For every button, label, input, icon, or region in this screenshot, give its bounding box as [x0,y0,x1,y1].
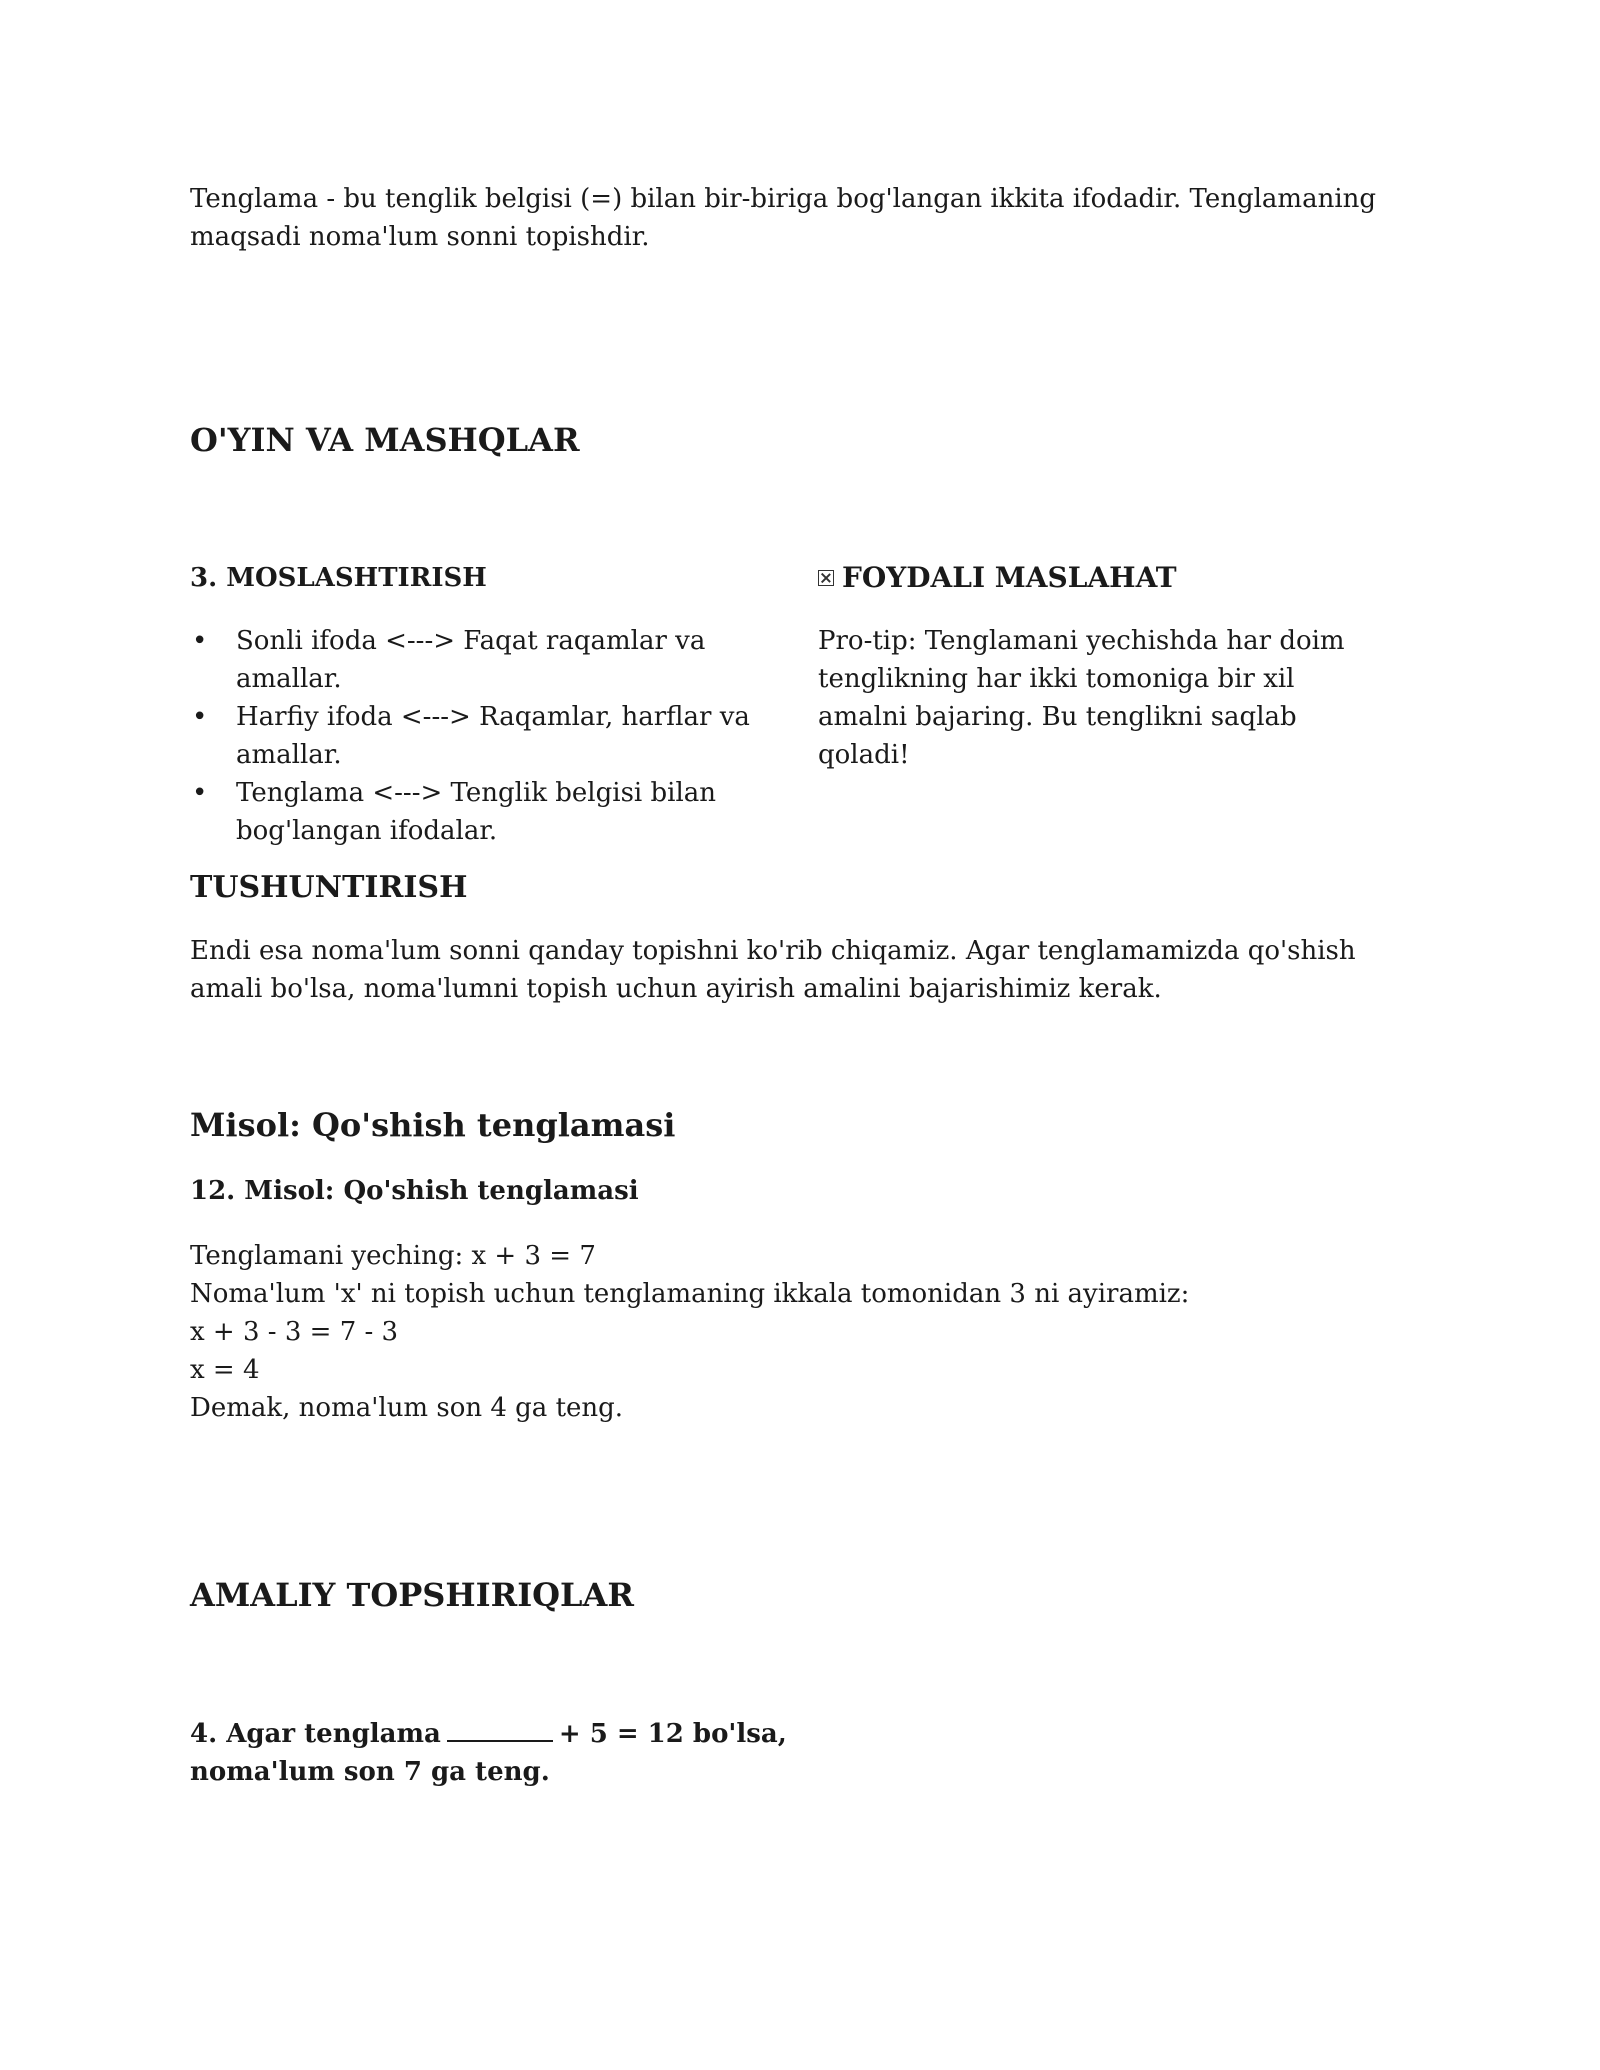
bullet-icon: • [192,778,208,808]
example-line: x + 3 - 3 = 7 - 3 [190,1317,399,1347]
example-line: x = 4 [190,1355,260,1385]
matching-list [190,622,770,850]
matching-column [190,560,770,850]
intro-paragraph [190,180,1410,256]
example-line: Demak, noma'lum son 4 ga teng. [190,1393,624,1423]
answer-blank[interactable] [447,1716,553,1742]
example-subheading: 12. Misol: Qo'shish tenglamasi [190,1176,639,1206]
intro-text: Tenglama - bu tenglik belgisi (=) bilan bir-biriga bog'langan ikkita ifodadir. Tenglamaning maqsadi noma'lum sonni topishdir. [190,184,1377,252]
bullet-icon: • [192,626,208,656]
tip-column [818,560,1378,774]
list-item-text: Sonli ifoda <---> Faqat raqamlar va amallar. [236,626,706,694]
example-line: Tenglamani yeching: x + 3 = 7 [190,1241,596,1271]
task-suffix: + 5 = 12 bo'lsa, [558,1719,787,1749]
list-item [190,774,770,850]
task-prefix: 4. Agar tenglama [190,1719,441,1749]
task-block [190,1715,890,1791]
task-line-1 [190,1715,890,1753]
section-amaliy [190,1575,634,1615]
section-oyin [190,420,580,460]
section-example [190,1105,1410,1427]
tip-text: Pro-tip: Tenglamani yechishda har doim tenglikning har ikki tomoniga bir xil amalni bajaring. Bu tenglikni saqlab qoladi! [818,626,1345,770]
explanation-title: TUSHUNTIRISH [190,870,468,905]
section-explanation [190,870,1410,1008]
explanation-text: Endi esa noma'lum sonni qanday topishni ko'rib chiqamiz. Agar tenglamamizda qo'shish amali bo'lsa, noma'lumni topish uchun ayirish amalini bajarishimiz kerak. [190,936,1356,1004]
close-box-icon [818,570,834,586]
list-item-text: Tenglama <---> Tenglik belgisi bilan bog'langan ifodalar. [236,778,717,846]
example-heading: Misol: Qo'shish tenglamasi [190,1106,676,1144]
tip-heading [818,560,1378,596]
list-item [190,622,770,698]
tip-title: FOYDALI MASLAHAT [842,561,1177,594]
list-item [190,698,770,774]
task-line-2: noma'lum son 7 ga teng. [190,1757,550,1787]
list-item-text: Harfiy ifoda <---> Raqamlar, harflar va amallar. [236,702,750,770]
two-column-block [190,560,1410,846]
example-line: Noma'lum 'x' ni topish uchun tenglamaning ikkala tomonidan 3 ni ayiramiz: [190,1279,1190,1309]
matching-title: 3. MOSLASHTIRISH [190,563,487,593]
section-title-amaliy: AMALIY TOPSHIRIQLAR [190,1576,634,1614]
section-title-oyin: O'YIN VA MASHQLAR [190,421,580,459]
bullet-icon: • [192,702,208,732]
